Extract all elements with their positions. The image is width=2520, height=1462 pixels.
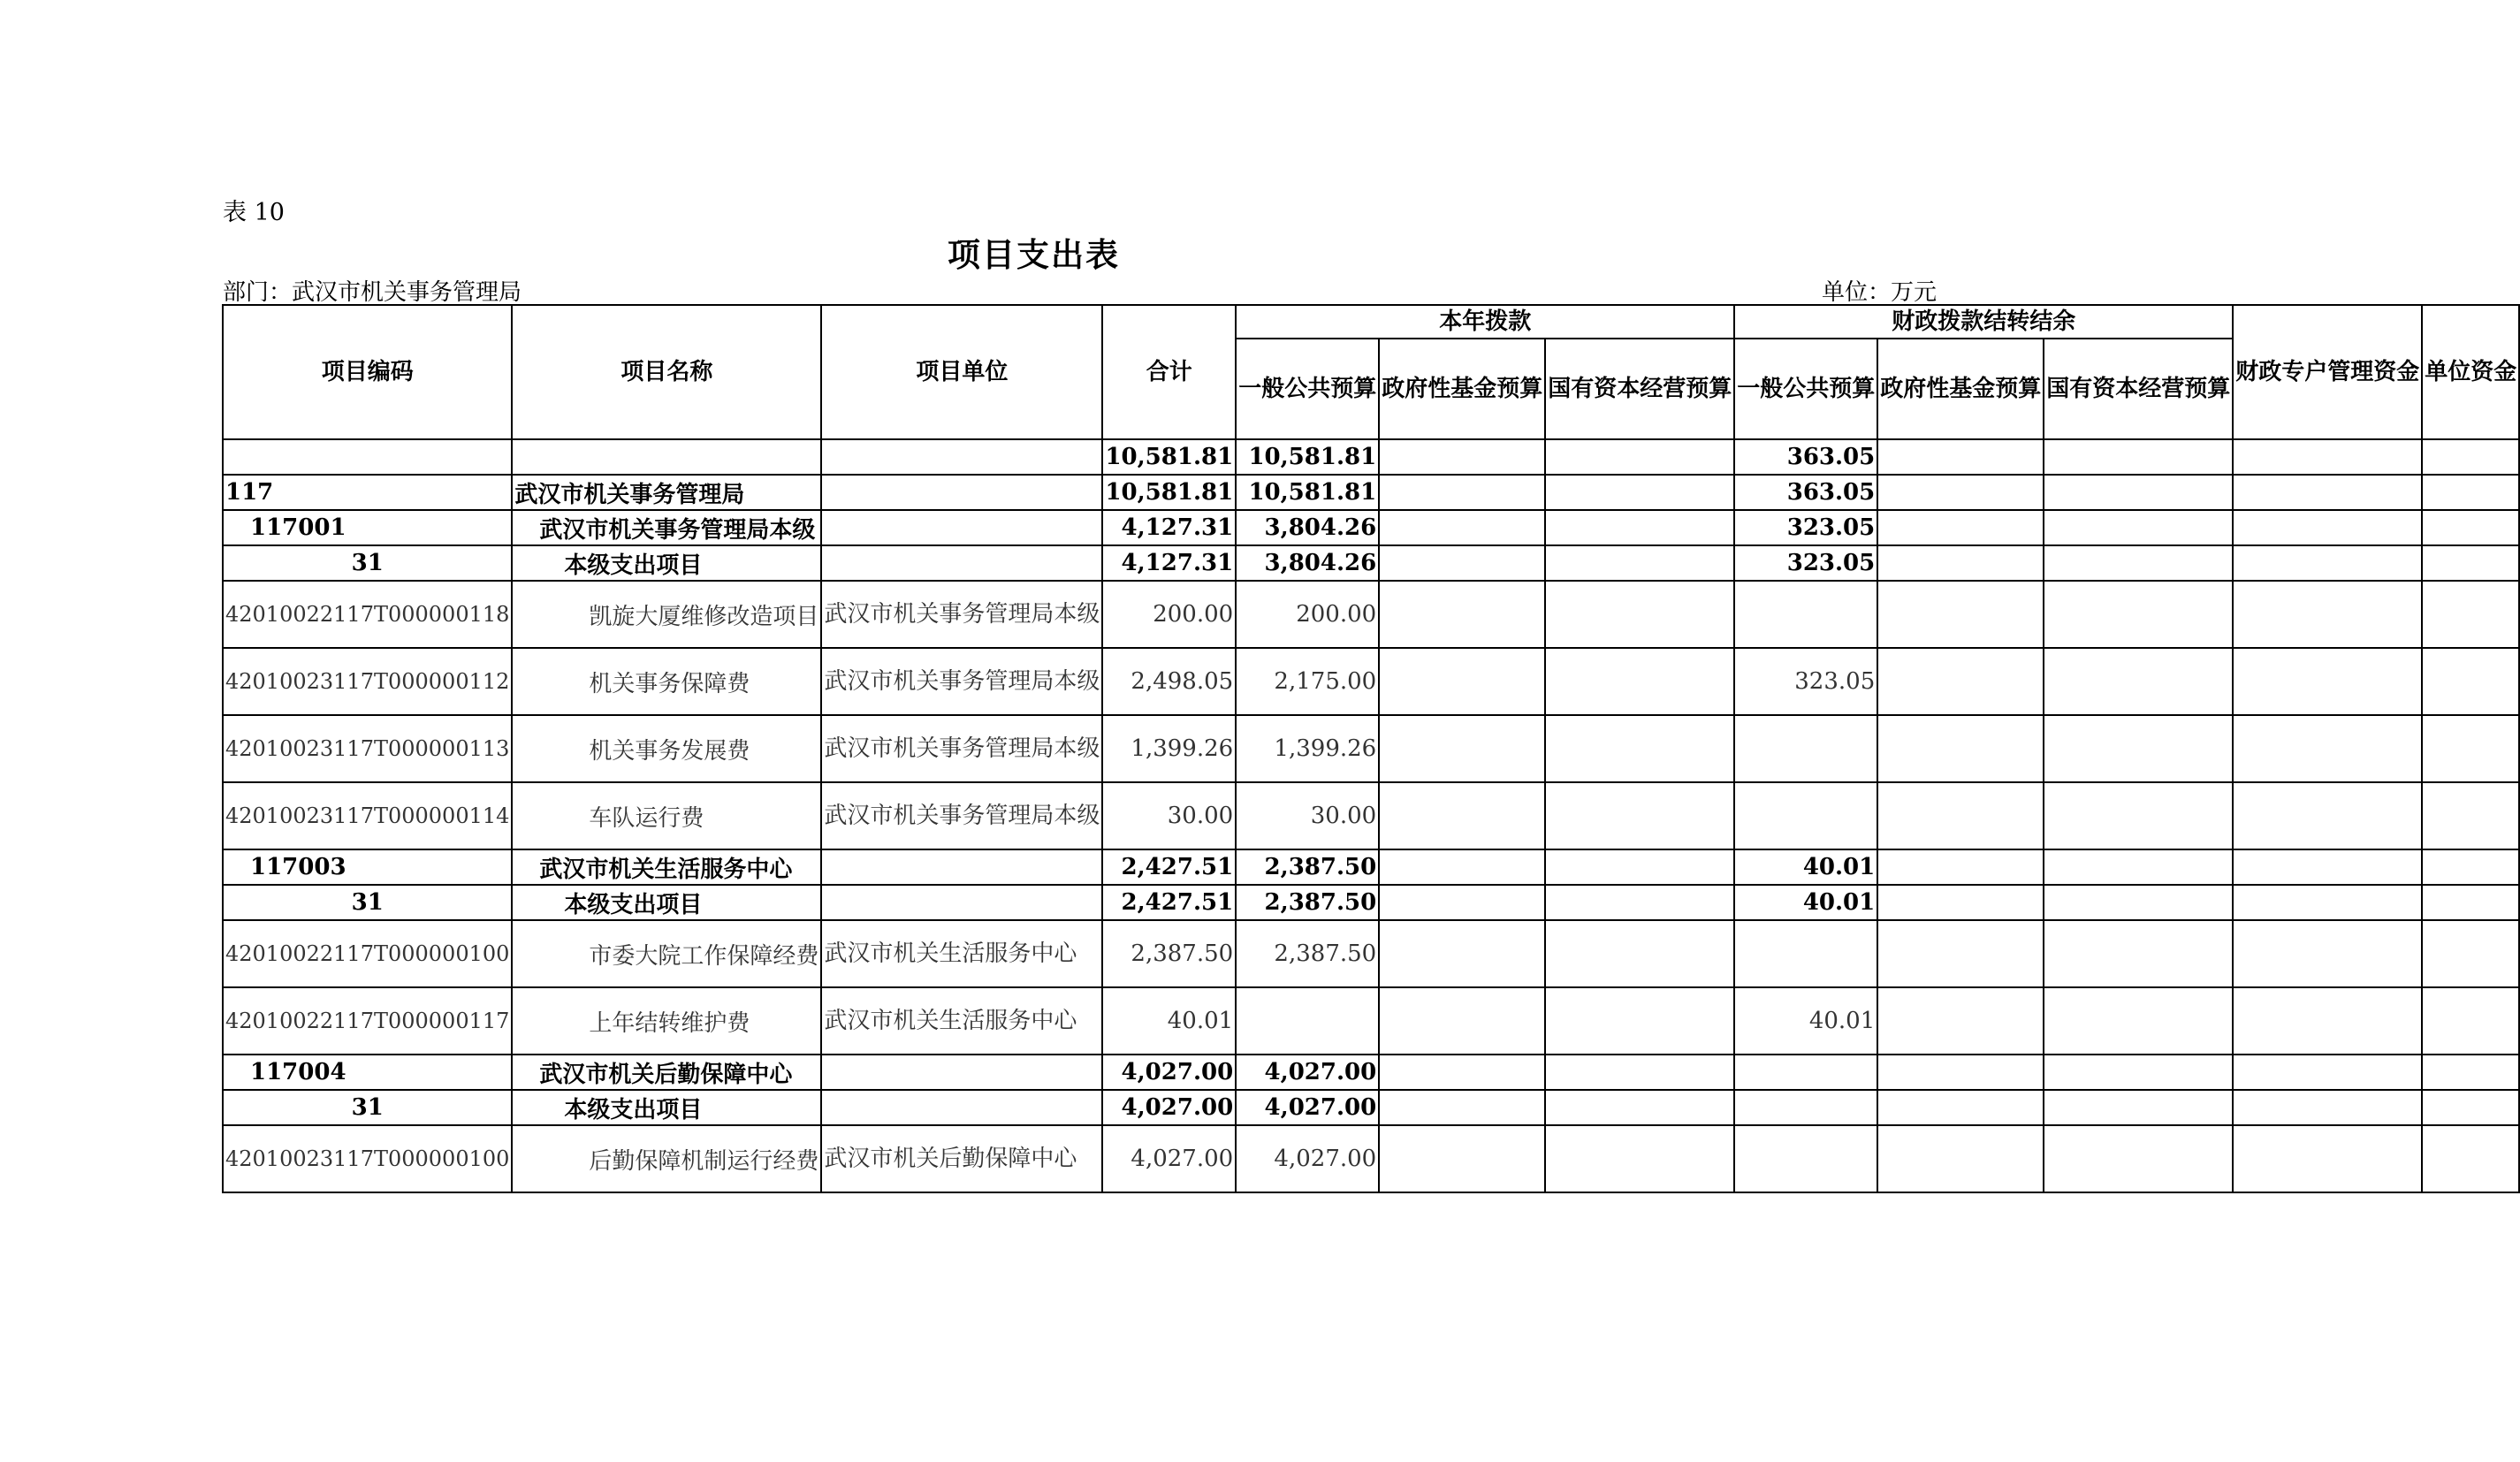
row-code: 117 bbox=[223, 475, 512, 510]
row-total: 2,387.50 bbox=[1102, 920, 1236, 987]
row-code: 117001 bbox=[223, 510, 512, 545]
row-code bbox=[223, 439, 512, 475]
row-general-budget: 4,027.00 bbox=[1236, 1125, 1379, 1192]
row-total: 4,027.00 bbox=[1102, 1090, 1236, 1125]
col-unit-fund-header: 单位资金 bbox=[2422, 305, 2519, 439]
row-general-budget: 30.00 bbox=[1236, 782, 1379, 849]
row-unit bbox=[821, 885, 1102, 920]
table-row bbox=[223, 581, 2519, 648]
row-co-general: 323.05 bbox=[1734, 648, 1877, 715]
row-name: 武汉市机关生活服务中心 bbox=[512, 849, 821, 885]
table-row bbox=[223, 545, 2519, 581]
col-group-carryover-header: 财政拨款结转结余 bbox=[1734, 305, 2233, 339]
row-co-general: 40.01 bbox=[1734, 849, 1877, 885]
row-name: 机关事务发展费 bbox=[512, 715, 821, 782]
row-total: 2,427.51 bbox=[1102, 885, 1236, 920]
row-name: 武汉市机关后勤保障中心 bbox=[512, 1055, 821, 1090]
row-unit: 武汉市机关后勤保障中心 bbox=[821, 1125, 1102, 1192]
row-total: 2,498.05 bbox=[1102, 648, 1236, 715]
row-unit: 武汉市机关事务管理局本级 bbox=[821, 715, 1102, 782]
col-general-budget-header: 一般公共预算 bbox=[1236, 339, 1379, 439]
table-row bbox=[223, 1090, 2519, 1125]
table-label: 表 10 bbox=[223, 199, 285, 226]
row-code: 31 bbox=[223, 1090, 512, 1125]
row-total: 4,127.31 bbox=[1102, 545, 1236, 581]
row-co-general bbox=[1734, 1125, 1877, 1192]
row-name: 机关事务保障费 bbox=[512, 648, 821, 715]
table-row bbox=[223, 920, 2519, 987]
table-row bbox=[223, 1125, 2519, 1192]
row-total: 40.01 bbox=[1102, 987, 1236, 1055]
col-co-gov-fund-header: 政府性基金预算 bbox=[1877, 339, 2044, 439]
col-name-header: 项目名称 bbox=[512, 305, 821, 439]
row-general-budget: 4,027.00 bbox=[1236, 1055, 1379, 1090]
row-co-general: 40.01 bbox=[1734, 885, 1877, 920]
row-total: 4,027.00 bbox=[1102, 1055, 1236, 1090]
page-title: 项目支出表 bbox=[948, 235, 1120, 274]
row-general-budget: 1,399.26 bbox=[1236, 715, 1379, 782]
row-total: 4,027.00 bbox=[1102, 1125, 1236, 1192]
row-unit bbox=[821, 439, 1102, 475]
row-total: 30.00 bbox=[1102, 782, 1236, 849]
row-code: 42010022117T000000100 bbox=[223, 920, 512, 987]
row-total: 10,581.81 bbox=[1102, 439, 1236, 475]
project-expenditure-table bbox=[222, 304, 2520, 1193]
row-name: 凯旋大厦维修改造项目 bbox=[512, 581, 821, 648]
row-unit bbox=[821, 545, 1102, 581]
row-co-general: 323.05 bbox=[1734, 510, 1877, 545]
row-general-budget: 2,387.50 bbox=[1236, 849, 1379, 885]
row-name: 市委大院工作保障经费 bbox=[512, 920, 821, 987]
row-general-budget: 2,175.00 bbox=[1236, 648, 1379, 715]
row-name bbox=[512, 439, 821, 475]
table-row bbox=[223, 475, 2519, 510]
row-unit: 武汉市机关生活服务中心 bbox=[821, 920, 1102, 987]
row-general-budget: 2,387.50 bbox=[1236, 920, 1379, 987]
row-name: 车队运行费 bbox=[512, 782, 821, 849]
row-co-general: 363.05 bbox=[1734, 439, 1877, 475]
row-total: 2,427.51 bbox=[1102, 849, 1236, 885]
row-total: 10,581.81 bbox=[1102, 475, 1236, 510]
col-code-header: 项目编码 bbox=[223, 305, 512, 439]
row-general-budget: 200.00 bbox=[1236, 581, 1379, 648]
col-total-header: 合计 bbox=[1102, 305, 1236, 439]
col-gov-fund-header: 政府性基金预算 bbox=[1379, 339, 1545, 439]
table-row bbox=[223, 782, 2519, 849]
col-co-general-header: 一般公共预算 bbox=[1734, 339, 1877, 439]
row-name: 本级支出项目 bbox=[512, 545, 821, 581]
row-general-budget: 3,804.26 bbox=[1236, 510, 1379, 545]
table-row bbox=[223, 849, 2519, 885]
row-name: 武汉市机关事务管理局本级 bbox=[512, 510, 821, 545]
row-general-budget: 3,804.26 bbox=[1236, 545, 1379, 581]
table-row bbox=[223, 987, 2519, 1055]
row-unit bbox=[821, 510, 1102, 545]
row-code: 117004 bbox=[223, 1055, 512, 1090]
row-total: 4,127.31 bbox=[1102, 510, 1236, 545]
row-name: 后勤保障机制运行经费 bbox=[512, 1125, 821, 1192]
table-row bbox=[223, 715, 2519, 782]
row-co-general: 323.05 bbox=[1734, 545, 1877, 581]
col-unit-header: 项目单位 bbox=[821, 305, 1102, 439]
row-total: 200.00 bbox=[1102, 581, 1236, 648]
col-special-fund-header: 财政专户管理资金 bbox=[2233, 305, 2422, 439]
row-general-budget: 10,581.81 bbox=[1236, 439, 1379, 475]
row-co-general bbox=[1734, 1090, 1877, 1125]
row-co-general bbox=[1734, 715, 1877, 782]
row-co-general: 363.05 bbox=[1734, 475, 1877, 510]
table-row bbox=[223, 439, 2519, 475]
col-co-state-capital-header: 国有资本经营预算 bbox=[2044, 339, 2233, 439]
row-unit: 武汉市机关事务管理局本级 bbox=[821, 782, 1102, 849]
row-code: 42010022117T000000118 bbox=[223, 581, 512, 648]
row-co-general bbox=[1734, 581, 1877, 648]
row-unit bbox=[821, 1055, 1102, 1090]
row-general-budget bbox=[1236, 987, 1379, 1055]
row-code: 42010023117T000000112 bbox=[223, 648, 512, 715]
row-name: 本级支出项目 bbox=[512, 885, 821, 920]
row-co-general bbox=[1734, 920, 1877, 987]
col-state-capital-header: 国有资本经营预算 bbox=[1545, 339, 1734, 439]
table-row bbox=[223, 885, 2519, 920]
row-general-budget: 10,581.81 bbox=[1236, 475, 1379, 510]
row-total: 1,399.26 bbox=[1102, 715, 1236, 782]
row-unit bbox=[821, 1090, 1102, 1125]
row-general-budget: 2,387.50 bbox=[1236, 885, 1379, 920]
row-co-general bbox=[1734, 782, 1877, 849]
row-name: 上年结转维护费 bbox=[512, 987, 821, 1055]
table-row bbox=[223, 648, 2519, 715]
row-code: 42010023117T000000100 bbox=[223, 1125, 512, 1192]
row-unit bbox=[821, 475, 1102, 510]
row-code: 42010023117T000000113 bbox=[223, 715, 512, 782]
table-row bbox=[223, 510, 2519, 545]
row-code: 31 bbox=[223, 885, 512, 920]
row-name: 本级支出项目 bbox=[512, 1090, 821, 1125]
row-co-general bbox=[1734, 1055, 1877, 1090]
col-group-current-header: 本年拨款 bbox=[1236, 305, 1734, 339]
row-unit: 武汉市机关事务管理局本级 bbox=[821, 648, 1102, 715]
row-co-general: 40.01 bbox=[1734, 987, 1877, 1055]
row-unit: 武汉市机关事务管理局本级 bbox=[821, 581, 1102, 648]
table-row bbox=[223, 1055, 2519, 1090]
row-code: 42010022117T000000117 bbox=[223, 987, 512, 1055]
row-unit: 武汉市机关生活服务中心 bbox=[821, 987, 1102, 1055]
row-name: 武汉市机关事务管理局 bbox=[512, 475, 821, 510]
row-unit bbox=[821, 849, 1102, 885]
department-label: 部门：武汉市机关事务管理局 bbox=[223, 279, 522, 306]
row-general-budget: 4,027.00 bbox=[1236, 1090, 1379, 1125]
row-code: 42010023117T000000114 bbox=[223, 782, 512, 849]
row-code: 31 bbox=[223, 545, 512, 581]
row-code: 117003 bbox=[223, 849, 512, 885]
unit-label: 单位：万元 bbox=[1821, 279, 1937, 306]
